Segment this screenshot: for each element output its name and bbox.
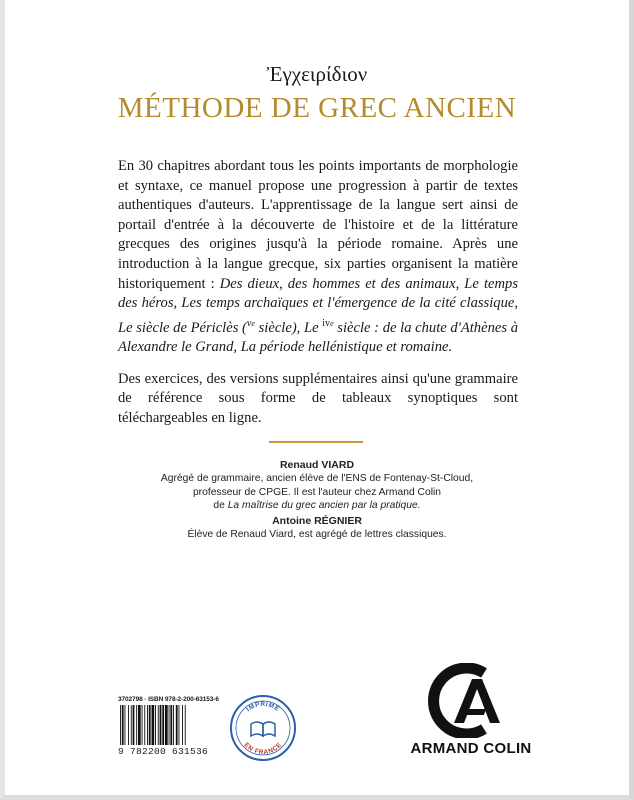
barcode-bar <box>147 705 148 745</box>
logo-a-bar <box>466 709 486 715</box>
barcode-bar <box>149 705 151 745</box>
author-name-2: Antoine RÉGNIER <box>272 515 362 528</box>
description-paragraph-2: Des exercices, des versions supplémentaires ainsi qu'une grammaire de référence sous forme de tableaux synoptiques sont téléchargeables en ligne. <box>118 370 518 426</box>
author-bios <box>130 459 504 542</box>
part-3: Les temps archaïques et l'émergence de la cité classique, <box>181 295 518 312</box>
part-6: La période hellénistique et romaine. <box>240 339 453 356</box>
part-5-century: iv <box>322 317 331 329</box>
barcode-bar <box>128 705 129 745</box>
part-4-century: v <box>246 317 252 329</box>
part-4 <box>118 317 301 336</box>
part-5-suffix: siècle : de la chute d'Athènes à Alexandre le Grand, <box>118 319 518 356</box>
barcode-bar <box>120 705 121 745</box>
barcode-bar <box>152 705 155 745</box>
other-book-title: La maîtrise du grec ancien par la pratique. <box>227 499 421 511</box>
barcode-bar <box>125 705 126 745</box>
part-1: Des dieux, des hommes et des animaux, <box>219 275 460 292</box>
barcode-bar <box>170 705 172 745</box>
barcode-bar <box>162 705 164 745</box>
logo-c-shape <box>434 668 484 734</box>
book-icon <box>251 722 275 736</box>
description-text: En 30 chapitres abordant tous les points importants de morphologie et syntaxe, ce manuel propose une progression à partir de textes authentiques d'auteurs. L'apprentissage de la langue sert ainsi de portail d'entrée à la découverte de l'histoire et de la littérature grecques des origines jusqu'à la période romaine. Après une introduction à la langue grecque, six parties organisent la matière historiquement : <box>118 158 518 292</box>
isbn-digits: 9 782200 631536 <box>118 746 209 757</box>
barcode-bar <box>138 705 141 745</box>
author-name-1: Renaud VIARD <box>279 459 355 471</box>
author-bio-1-line-3 <box>130 499 504 512</box>
logo-a-shape <box>454 679 500 723</box>
barcode-bar <box>131 705 132 745</box>
barcode-bar <box>142 705 143 745</box>
part-5-text: Le <box>304 319 323 336</box>
barcode-bar <box>160 705 162 745</box>
part-4-suffix: siècle), <box>254 319 301 336</box>
barcode-bars <box>118 705 218 745</box>
barcode-bar <box>133 705 135 745</box>
barcode-bar <box>144 705 145 745</box>
part-5-sup: e <box>330 318 334 328</box>
badge-top-text: IMPRIMÉ <box>245 701 281 714</box>
part-4-sup: e <box>251 318 255 328</box>
book-description <box>118 157 518 441</box>
author-bio-1-line-2: professeur de CPGE. Il est l'auteur chez Armand Colin <box>192 486 442 498</box>
book-title: MÉTHODE DE GREC ANCIEN <box>117 92 517 124</box>
author-bio-2: Élève de Renaud Viard, est agrégé de lettres classiques. <box>187 529 447 541</box>
barcode-bar <box>173 705 174 745</box>
barcode-bar <box>179 705 180 745</box>
author-bio-1 <box>130 472 504 512</box>
badge-bottom-text: EN FRANCE <box>242 741 284 757</box>
barcode-bar <box>169 705 170 745</box>
barcode-bar <box>122 705 124 745</box>
barcode-bar <box>165 705 168 745</box>
barcode-bar <box>136 705 137 745</box>
greek-title: Ἐγχειρίδιον <box>266 62 368 86</box>
barcode-bar <box>185 705 186 745</box>
gold-divider <box>269 441 363 443</box>
publisher-name: ARMAND COLIN <box>410 740 532 757</box>
armand-colin-logo <box>424 663 518 738</box>
barcode-bar <box>176 705 178 745</box>
barcode-bar <box>155 705 156 745</box>
author-bio-1-line-1: Agrégé de grammaire, ancien élève de l'ENS de Fontenay-St-Cloud, <box>160 473 474 485</box>
part-2: Le temps des héros, <box>118 275 518 312</box>
isbn-barcode <box>118 696 218 760</box>
part-4-text: Le siècle de Périclès ( <box>118 319 247 336</box>
author-bio-1-prefix: de <box>213 499 228 511</box>
description-paragraph-1 <box>118 157 518 358</box>
barcode-bar <box>182 705 183 745</box>
barcode-bar <box>158 705 159 745</box>
isbn-label: 3702798 · ISBN 978-2-200-63153-6 <box>118 696 219 703</box>
imprime-en-france-badge <box>229 694 297 762</box>
